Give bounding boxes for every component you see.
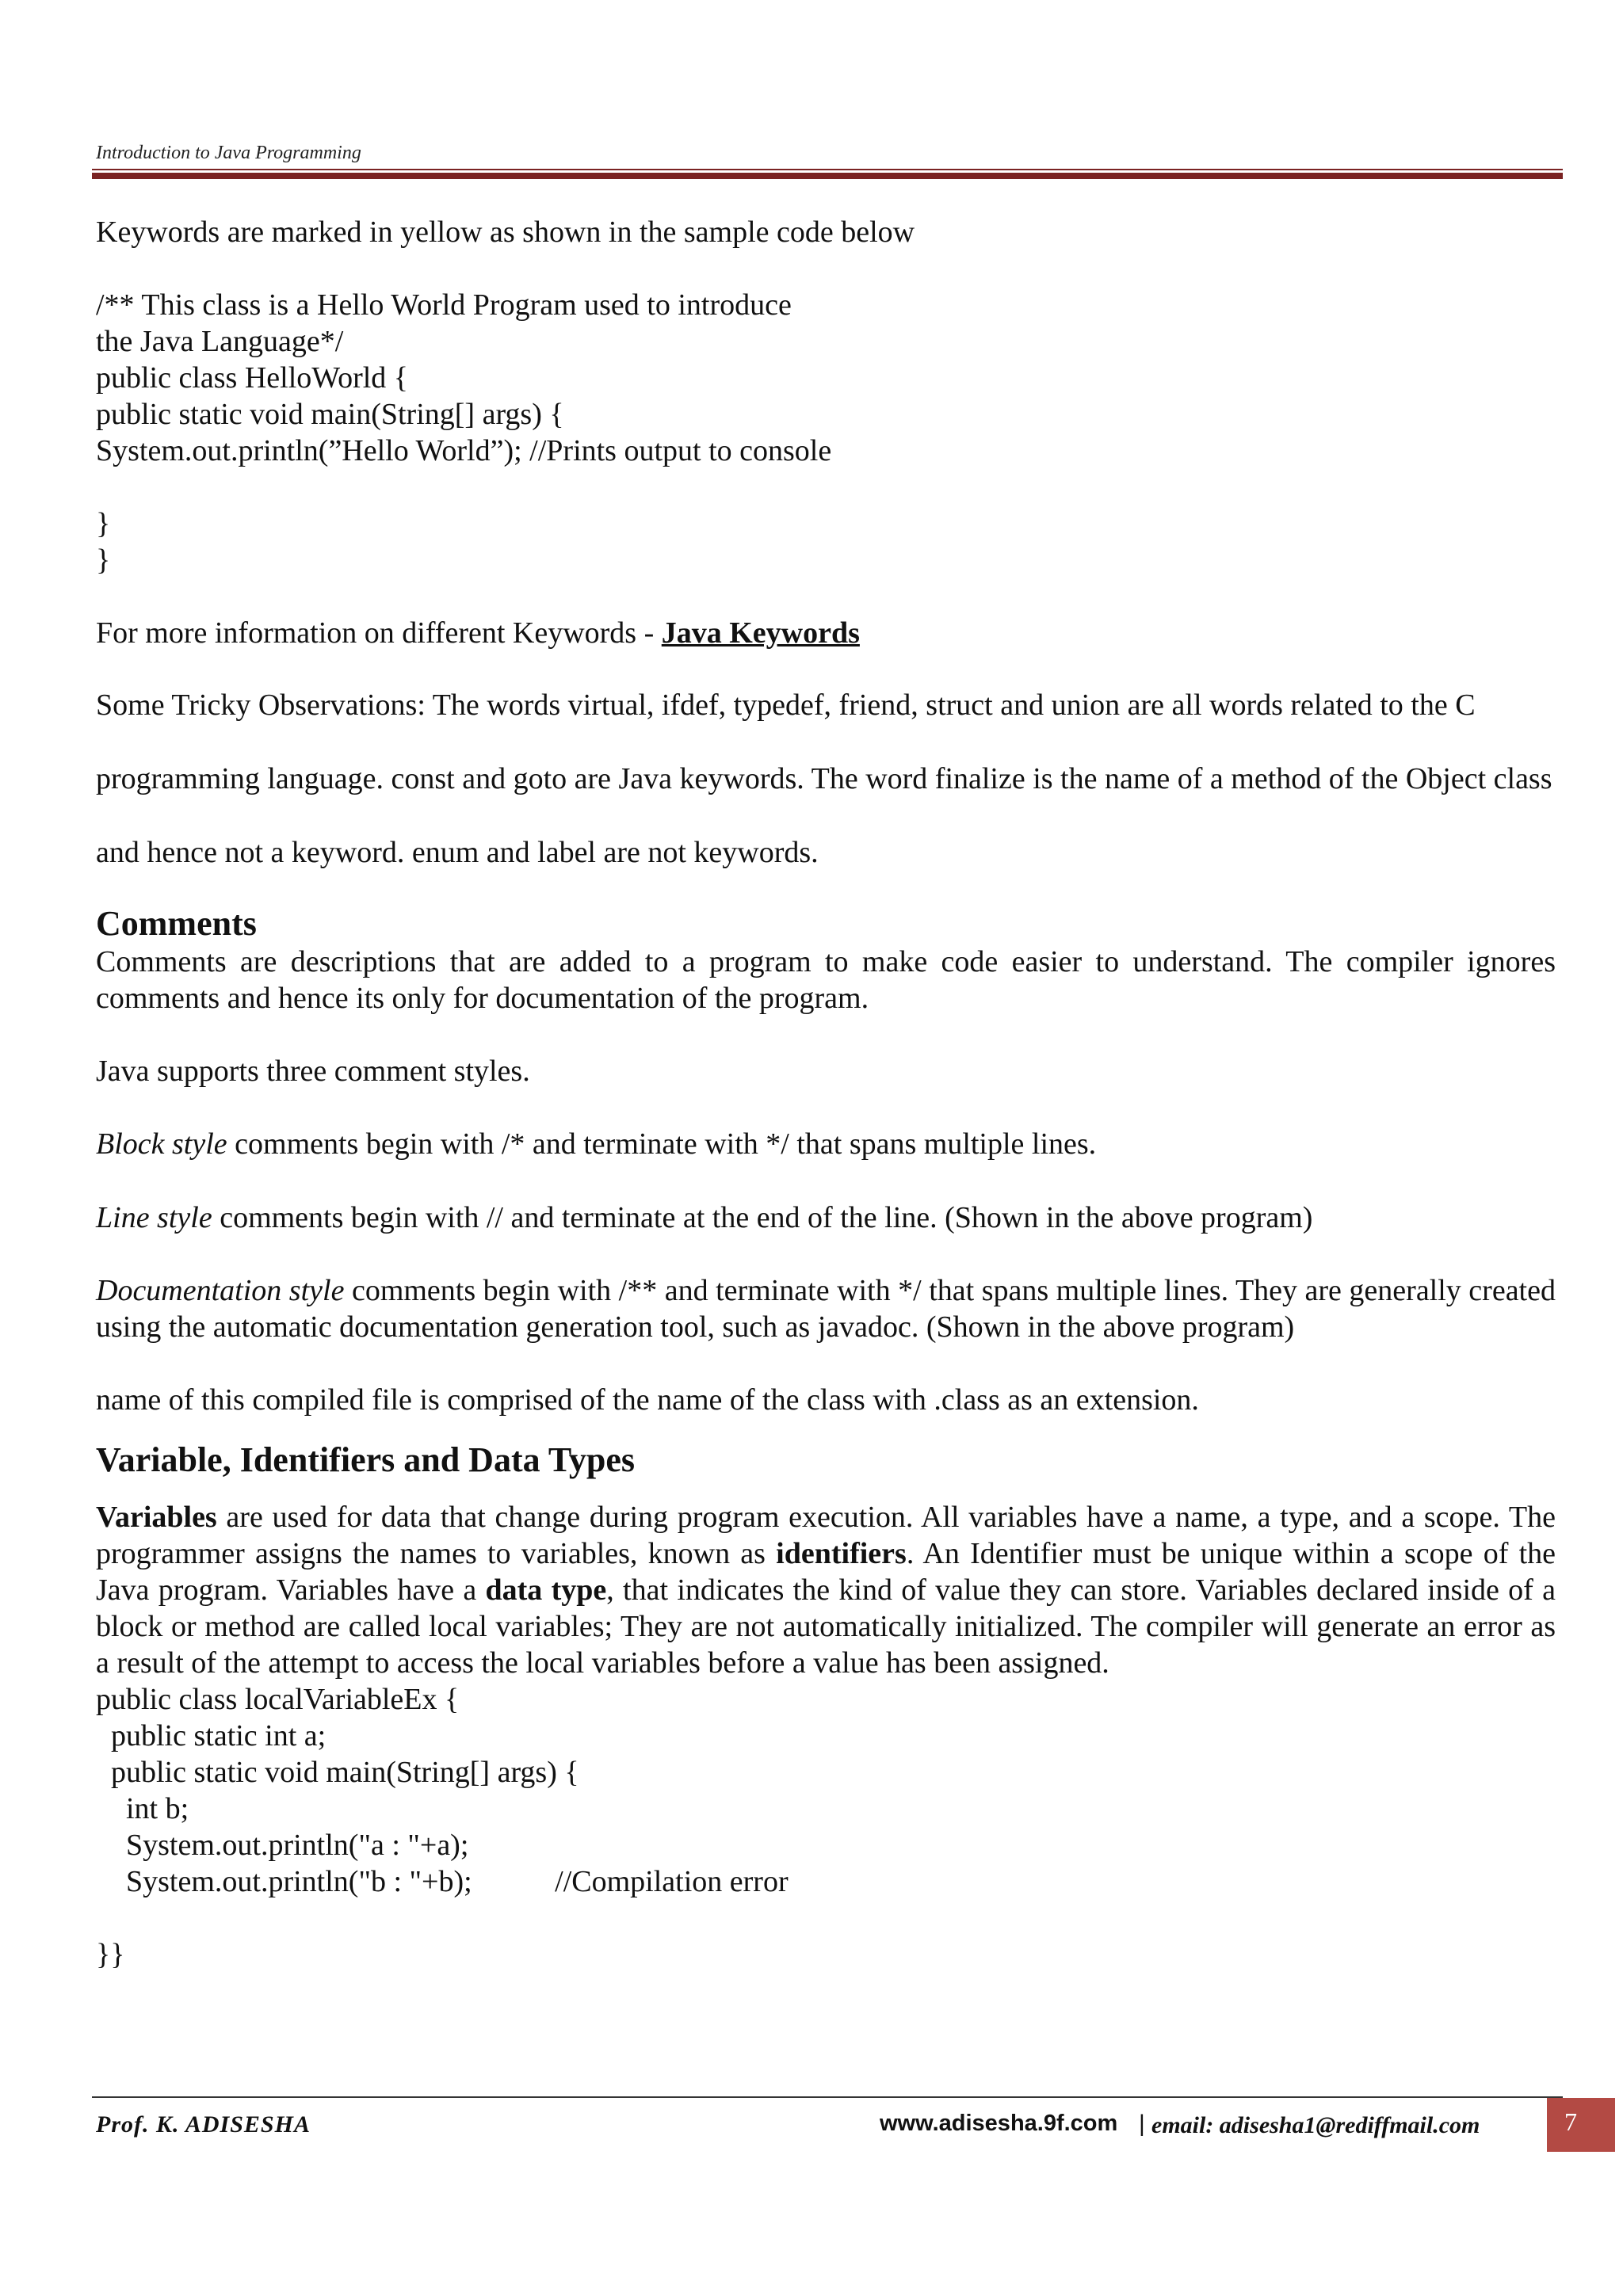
more-info-paragraph bbox=[96, 615, 1556, 651]
code-line: public class localVariableEx { bbox=[96, 1683, 460, 1716]
code-line: int b; bbox=[96, 1792, 189, 1825]
footer-author: Prof. K. ADISESHA bbox=[96, 2111, 311, 2138]
variables-paragraph: Variables are used for data that change during program execution. All variables have a name, a type, and a scope. The programmer assigns the names to variables, known as identifiers. An Identifier must be unique within a scope of the Java program. Variables have a data type, that indicates the kind of value they can store. Variables declared inside of a block or method are called local variables; They are not automatically initialized. The compiler will generate an error as a result of the attempt to access the local variables before a value has been assigned. bbox=[96, 1501, 1556, 1680]
code-line: System.out.println("a : "+a); bbox=[96, 1829, 469, 1862]
block-style-term: Block style bbox=[96, 1127, 227, 1161]
line-style-paragraph: Line style comments begin with // and terminate at the end of the line. (Shown in the above program) bbox=[96, 1201, 1313, 1234]
footer-website: www.adisesha.9f.com bbox=[880, 2111, 1118, 2136]
code-line: } bbox=[96, 507, 111, 540]
java-keywords-link[interactable]: Java Keywords bbox=[661, 616, 860, 650]
header-rule-thick bbox=[92, 173, 1563, 179]
code-line: public static int a; bbox=[96, 1719, 327, 1753]
page-content bbox=[96, 214, 1556, 1973]
running-header-title: Introduction to Java Programming bbox=[96, 143, 361, 163]
more-info-text: For more information on different Keywords - bbox=[96, 616, 662, 650]
line-style-term: Line style bbox=[96, 1201, 212, 1234]
code-line: public static void main(String[] args) { bbox=[96, 1756, 579, 1789]
compiled-file-paragraph: name of this compiled file is comprised of the name of the class with .class as an extension. bbox=[96, 1383, 1199, 1417]
code-line: System.out.println(”Hello World”); //Prints output to console bbox=[96, 434, 832, 467]
variables-heading: Variable, Identifiers and Data Types bbox=[96, 1440, 636, 1479]
footer-rule bbox=[92, 2096, 1563, 2098]
code-line: } bbox=[96, 543, 111, 577]
comment-styles-paragraph: Java supports three comment styles. bbox=[96, 1055, 530, 1088]
comments-paragraph: Comments are descriptions that are added to a program to make code easier to understand. The compiler ignores comments and hence its only for documentation of the program. bbox=[96, 945, 1556, 1015]
local-variable-code-block bbox=[96, 1681, 1556, 1973]
block-style-paragraph: Block style comments begin with /* and terminate with */ that spans multiple lines. bbox=[96, 1127, 1097, 1161]
header-rule-thin bbox=[92, 169, 1563, 170]
footer-email: email: adisesha1@rediffmail.com bbox=[1151, 2112, 1480, 2138]
documentation-style-term: Documentation style bbox=[96, 1274, 345, 1307]
code-line: /** This class is a Hello World Program used to introduce bbox=[96, 288, 792, 322]
page-number: 7 bbox=[1564, 2107, 1577, 2136]
code-line: public static void main(String[] args) { bbox=[96, 398, 564, 431]
comments-heading: Comments bbox=[96, 904, 257, 943]
intro-paragraph: Keywords are marked in yellow as shown in the sample code below bbox=[96, 215, 915, 249]
code-line: }} bbox=[96, 1938, 125, 1971]
code-line: the Java Language*/ bbox=[96, 325, 344, 358]
documentation-style-paragraph: Documentation style comments begin with /** and terminate with */ that spans multiple lines. They are generally created using the automatic documentation generation tool, such as javadoc. (Shown in the above program) bbox=[96, 1274, 1556, 1344]
footer-separator: | bbox=[1139, 2111, 1145, 2137]
tricky-observations-paragraph: Some Tricky Observations: The words virtual, ifdef, typedef, friend, struct and union are all words related to the C programming language. const and goto are Java keywords. The word finalize is the name of a method of the Object class and hence not a keyword. enum and label are not keywords. bbox=[96, 688, 1552, 869]
page-number-box bbox=[1547, 2098, 1615, 2152]
code-line: System.out.println("b : "+b); //Compilation error bbox=[96, 1865, 789, 1898]
code-line: public class HelloWorld { bbox=[96, 361, 409, 395]
hello-world-code-block bbox=[96, 287, 1556, 578]
